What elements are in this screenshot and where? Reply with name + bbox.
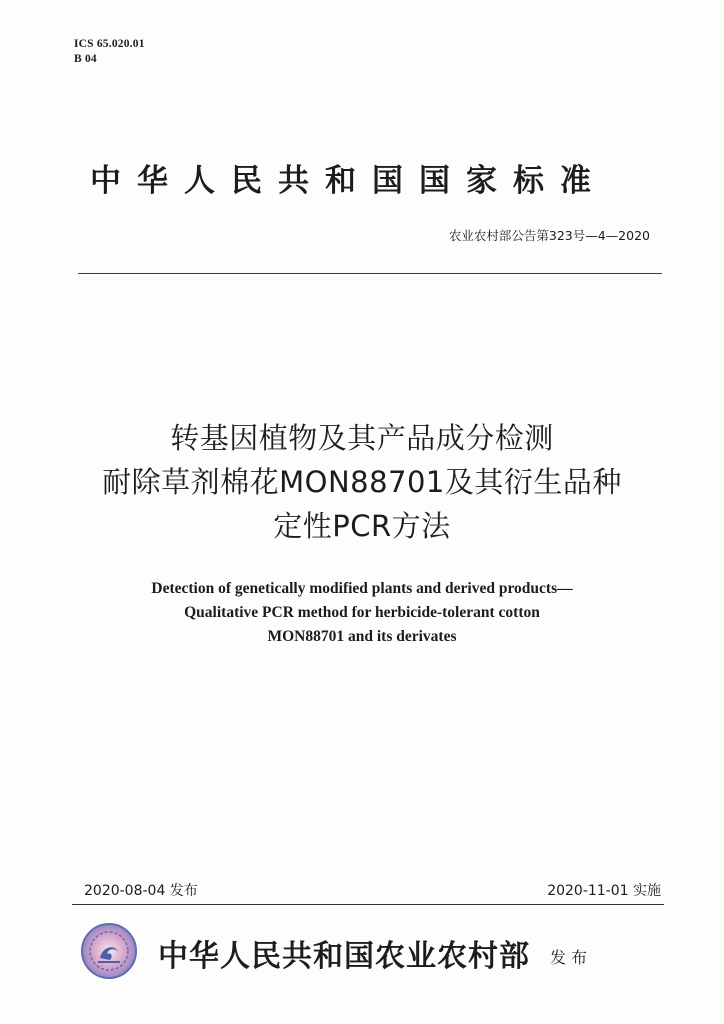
ministry-emblem-logo xyxy=(80,922,138,980)
ccs-code: B 04 xyxy=(74,53,97,65)
standard-number: 农业农村部公告第323号—4—2020 xyxy=(448,228,650,243)
chinese-title xyxy=(0,416,724,548)
ics-classification xyxy=(74,37,145,67)
chinese-title-line-3: 定性PCR方法 xyxy=(273,509,451,543)
english-title-line-2: Qualitative PCR method for herbicide-tolerant cotton xyxy=(184,604,540,621)
chinese-title-line-1: 转基因植物及其产品成分检测 xyxy=(170,421,554,455)
english-title-line-1: Detection of genetically modified plants and derived products— xyxy=(151,580,573,597)
header-divider xyxy=(78,273,662,274)
chinese-title-line-2: 耐除草剂棉花MON88701及其衍生品种 xyxy=(102,465,622,499)
implement-date: 2020-11-01 实施 xyxy=(547,883,661,899)
english-title-line-3: MON88701 and its derivates xyxy=(267,628,457,645)
issue-date: 2020-08-04 发布 xyxy=(84,883,198,899)
standard-title: 中华人民共和国国家标准 xyxy=(90,163,607,199)
issue-label: 发布 xyxy=(550,948,593,967)
issuing-authority: 中华人民共和国农业农村部 xyxy=(158,939,530,974)
footer-divider xyxy=(72,904,664,905)
ics-code: ICS 65.020.01 xyxy=(74,38,145,50)
english-title xyxy=(0,577,724,649)
